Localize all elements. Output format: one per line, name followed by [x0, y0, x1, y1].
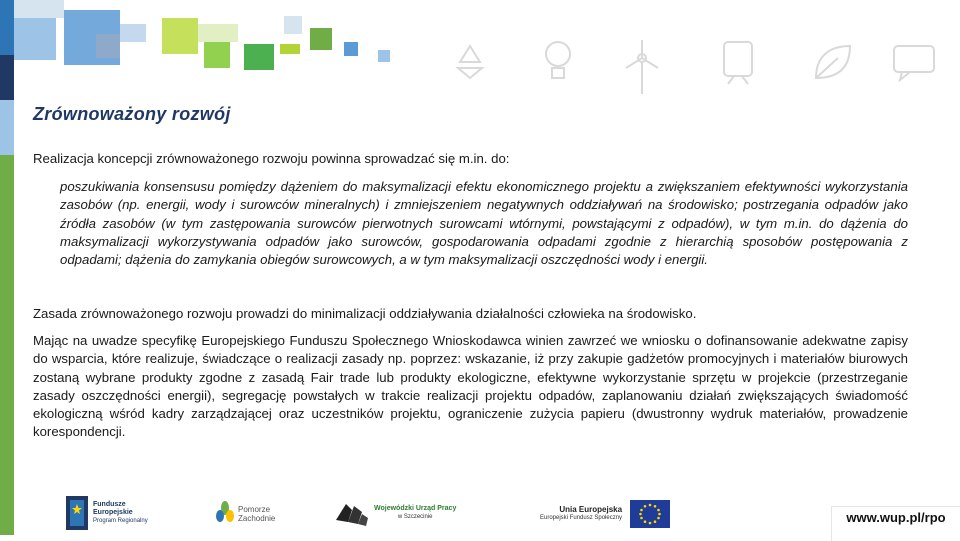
fe-emblem-icon [66, 496, 88, 530]
logo-fundusze-europejskie [66, 496, 148, 530]
fe-line-3: Program Regionalny [93, 518, 148, 524]
eu-line-1: Unia Europejska [559, 505, 623, 514]
pomorze-flower-icon [216, 500, 234, 528]
page-title: Zrównoważony rozwój [33, 104, 231, 124]
bullet-text: poszukiwania konsensusu pomiędzy dążeniem do maksymalizacji efektu ekonomicznego projektu a zwiększaniem efektywności wykorzystania zasobów (np. energii, wody i surowców mineralnych) i zmniejszeniem negatywnych oddziaływań na środowisko; postrzegania odpadów jako źródła zasobów (w tym zastępowania surowców pierwotnych surowcami wtórnymi, powstającymi z odpadów), w tym m.in. do dążenia do maksymalizacji wykorzystywania odpadów jako surowców, gospodarowania odpadami zgodnie z hierarchią sposobów postępowania z odpadami; dążenia do zamykania obiegów surowcowych, a w tym maksymalizacji oszczędności wody i energii. [60, 179, 908, 268]
logo-wup-szczecin [336, 500, 456, 526]
logo-unia-europejska [540, 500, 670, 528]
fe-line-1: Fundusze [93, 501, 126, 508]
eu-line-2: Europejski Fundusz Społeczny [540, 515, 623, 521]
intro-text: Realizacja koncepcji zrównoważonego rozwoju powinna sprowadzać się m.in. do: [33, 151, 510, 166]
train-icon [720, 38, 756, 88]
left-color-strip [0, 0, 14, 540]
website-link[interactable]: www.wup.pl/rpo [831, 506, 960, 541]
wup-emblem-icon [336, 500, 368, 526]
wind-turbine-icon [620, 36, 664, 96]
wup-line-1: Wojewódzki Urząd Pracy [374, 505, 457, 512]
pomorze-line-2: Zachodnie [238, 514, 276, 523]
logo-pomorze-zachodnie [216, 500, 275, 528]
pomorze-line-1: Pomorze [238, 505, 271, 514]
chat-icon [890, 42, 938, 82]
details-text: Mając na uwadze specyfikę Europejskiego Funduszu Społecznego Wnioskodawca winien zawrzeć we wniosku o dofinansowanie adekwatne zapisy do wsparcia, które realizuje, świadczące o realizacji zasady np. poprzez: wskazanie, iż przy zakupie gadżetów promocyjnych i materiałów biurowych zostaną wybrane produkty zgodne z zasadą Fair trade lub produkty ekologiczne, efektywne wykorzystanie sprzętu w projekcie (przestrzeganie zasady oszczędności energii), segregację powstałych w trakcie realizacji projektu odpadów, zaplanowaniu działań zwiększających świadomość ekologiczną wśród kadry zarządzającej oraz uczestników projektu, ograniczenie zużycia papieru (dwustronny wydruk materiałów, prowadzenie korespondencji. [33, 333, 908, 440]
eu-flag-icon [630, 500, 670, 528]
lightbulb-icon [540, 38, 576, 86]
recycle-icon [450, 42, 490, 82]
fe-line-2: Europejskie [93, 509, 133, 516]
footer-logos [0, 490, 960, 540]
principle-text: Zasada zrównoważonego rozwoju prowadzi do minimalizacji oddziaływania działalności człowieka na środowisko. [33, 306, 697, 321]
leaf-icon [810, 40, 854, 84]
wup-line-2: w Szczecinie [397, 514, 433, 520]
background-eco-icons [390, 28, 960, 118]
